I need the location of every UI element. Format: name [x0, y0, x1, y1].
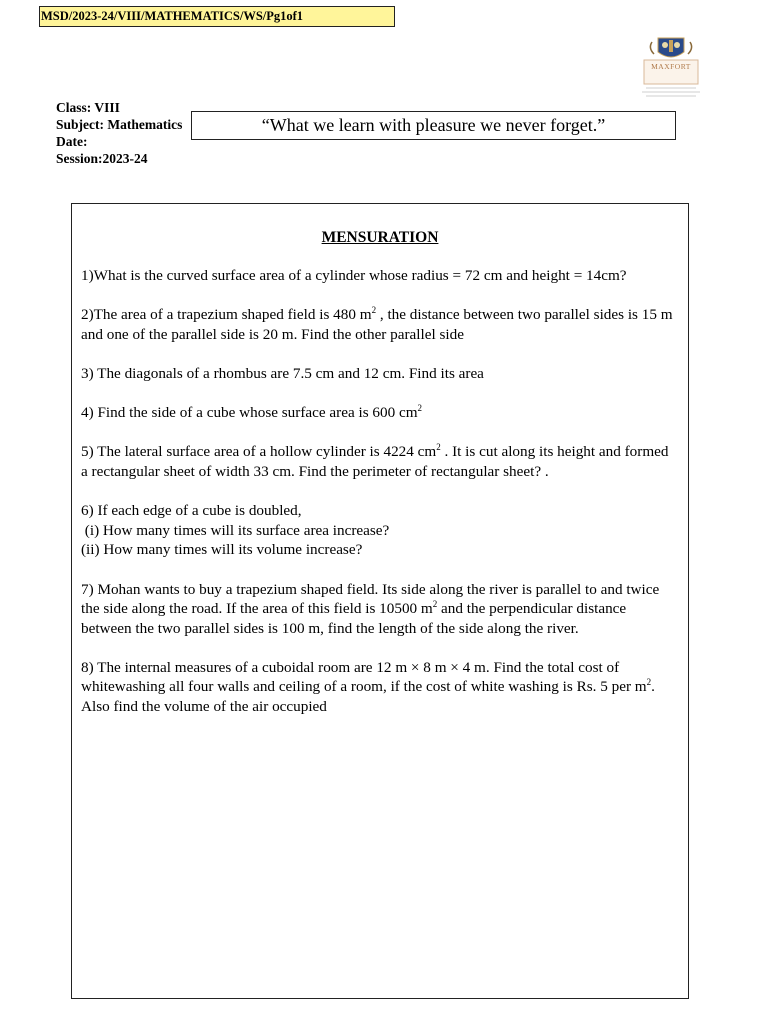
question-6: 6) If each edge of a cube is doubled, (i) How many times will its surface area increase? (ii) How many times will its volume increase?: [81, 502, 390, 559]
question-5: 5) The lateral surface area of a hollow cylinder is 4224 $cm^2$ . It is cut along its height and formed a rectangular sheet of width 33 cm. Find the perimeter of rectangular sheet? .: [81, 442, 669, 480]
school-logo: [636, 34, 706, 100]
class-line: Class: VIII: [56, 100, 120, 115]
question-8: 8) The internal measures of a cuboidal room are 12 m × 8 m × 4 m. Find the total cost of whitewashing all four walls and ceiling of a room, if the cost of white washing is Rs. 5 per $m^2$. Also find the volume of the air occupied: [81, 658, 655, 716]
subject-line: Subject: Mathematics: [56, 117, 183, 132]
session-line: Session:2023-24: [56, 151, 148, 166]
document-reference-code: MSD/2023-24/VIII/MATHEMATICS/WS/Pg1of1: [39, 6, 395, 27]
question-4: 4) Find the side of a cube whose surface area is 600 $cm^2$: [81, 403, 423, 422]
question-3: 3) The diagonals of a rhombus are 7.5 cm and 12 cm. Find its area: [81, 364, 484, 382]
logo-wordmark: MAXFORT: [651, 62, 691, 71]
question-2: 2)The area of a trapezium shaped field is 480 $m^2$ , the distance between two parallel sides is 15 m and one of the parallel side is 20 m. Find the other parallel side: [81, 305, 673, 343]
date-line: Date:: [56, 134, 88, 149]
question-list: [81, 266, 679, 736]
worksheet-title: MENSURATION: [321, 229, 439, 246]
motto-quote: “What we learn with pleasure we never forget.”: [191, 111, 676, 140]
worksheet-body: [71, 203, 689, 999]
question-7: 7) Mohan wants to buy a trapezium shaped field. Its side along the river is parallel to and twice the side along the road. If the area of this field is 10500 $m^2$ and the perpendicular distance between the two parallel sides is 100 m, find the length of the side along the river.: [81, 580, 660, 637]
question-1: 1)What is the curved surface area of a cylinder whose radius = 72 cm and height = 14cm?: [81, 267, 627, 284]
worksheet-meta: [56, 99, 182, 167]
